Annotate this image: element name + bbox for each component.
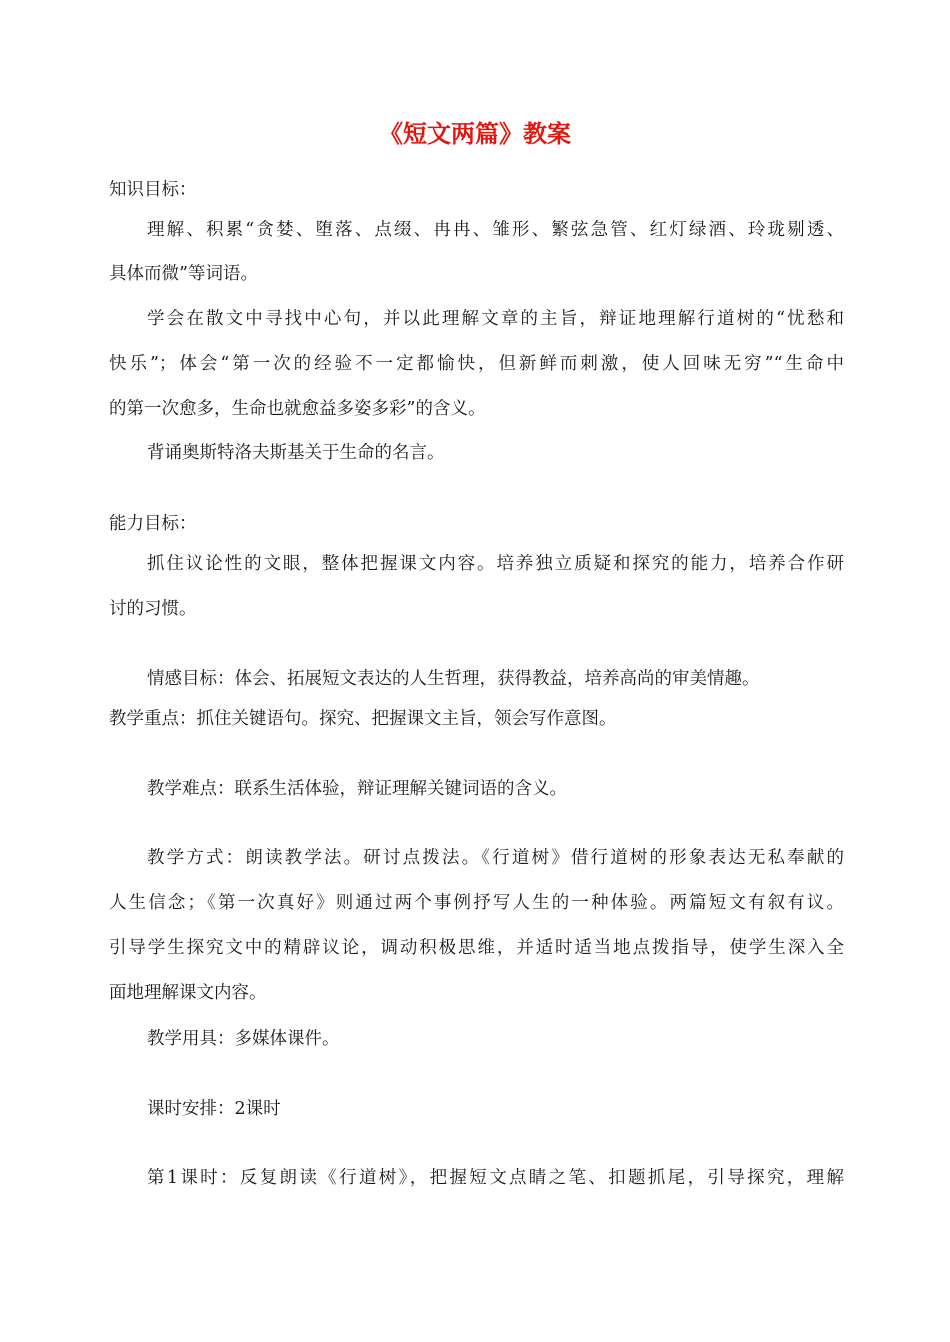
paragraph-line: 学会在散文中寻找中心句，并以此理解文章的主旨，辩证地理解行道树的“忧愁和: [147, 309, 844, 329]
paragraph-line: 具体而微”等词语。: [109, 264, 258, 284]
teaching-key-points-line: 教学重点：抓住关键语句。探究、把握课文主旨，领会写作意图。: [109, 709, 617, 729]
paragraph-line: 理解、积累“贪婪、堕落、点缀、冉冉、雏形、繁弦急管、红灯绿酒、玲珑剔透、: [147, 220, 844, 240]
paragraph-line: 教学方式：朗读教学法。研讨点拨法。《行道树》借行道树的形象表达无私奉献的: [147, 848, 844, 868]
document-title: 《短文两篇》教案: [379, 119, 571, 148]
lesson-one-line: 第1课时：反复朗读《行道树》，把握短文点睛之笔、扣题抓尾，引导探究，理解: [147, 1168, 844, 1188]
paragraph-line: 引导学生探究文中的精辟议论，调动积极思维，并适时适当地点拨指导，使学生深入全: [109, 938, 844, 958]
paragraph-line: 的第一次愈多，生命也就愈益多姿多彩”的含义。: [109, 399, 486, 419]
paragraph-line: 面地理解课文内容。: [109, 983, 267, 1003]
paragraph-line: 快乐”；体会“第一次的经验不一定都愉快，但新鲜而刺激，使人回味无穷”“生命中: [109, 354, 844, 374]
teaching-difficulty-line: 教学难点：联系生活体验，辩证理解关键词语的含义。: [147, 779, 567, 799]
paragraph-line: 人生信念；《第一次真好》则通过两个事例抒写人生的一种体验。两篇短文有叙有议。: [109, 893, 844, 913]
teaching-tools-line: 教学用具：多媒体课件。: [147, 1029, 340, 1049]
heading-knowledge-goals: 知识目标：: [109, 180, 197, 200]
class-schedule-line: 课时安排：2课时: [147, 1099, 281, 1119]
paragraph-line: 讨的习惯。: [109, 599, 197, 619]
emotion-goals-line: 情感目标：体会、拓展短文表达的人生哲理，获得教益，培养高尚的审美情趣。: [147, 669, 760, 689]
paragraph-line: 背诵奥斯特洛夫斯基关于生命的名言。: [147, 443, 445, 463]
heading-ability-goals: 能力目标：: [109, 514, 197, 534]
paragraph-line: 抓住议论性的文眼，整体把握课文内容。培养独立质疑和探究的能力，培养合作研: [147, 554, 844, 574]
